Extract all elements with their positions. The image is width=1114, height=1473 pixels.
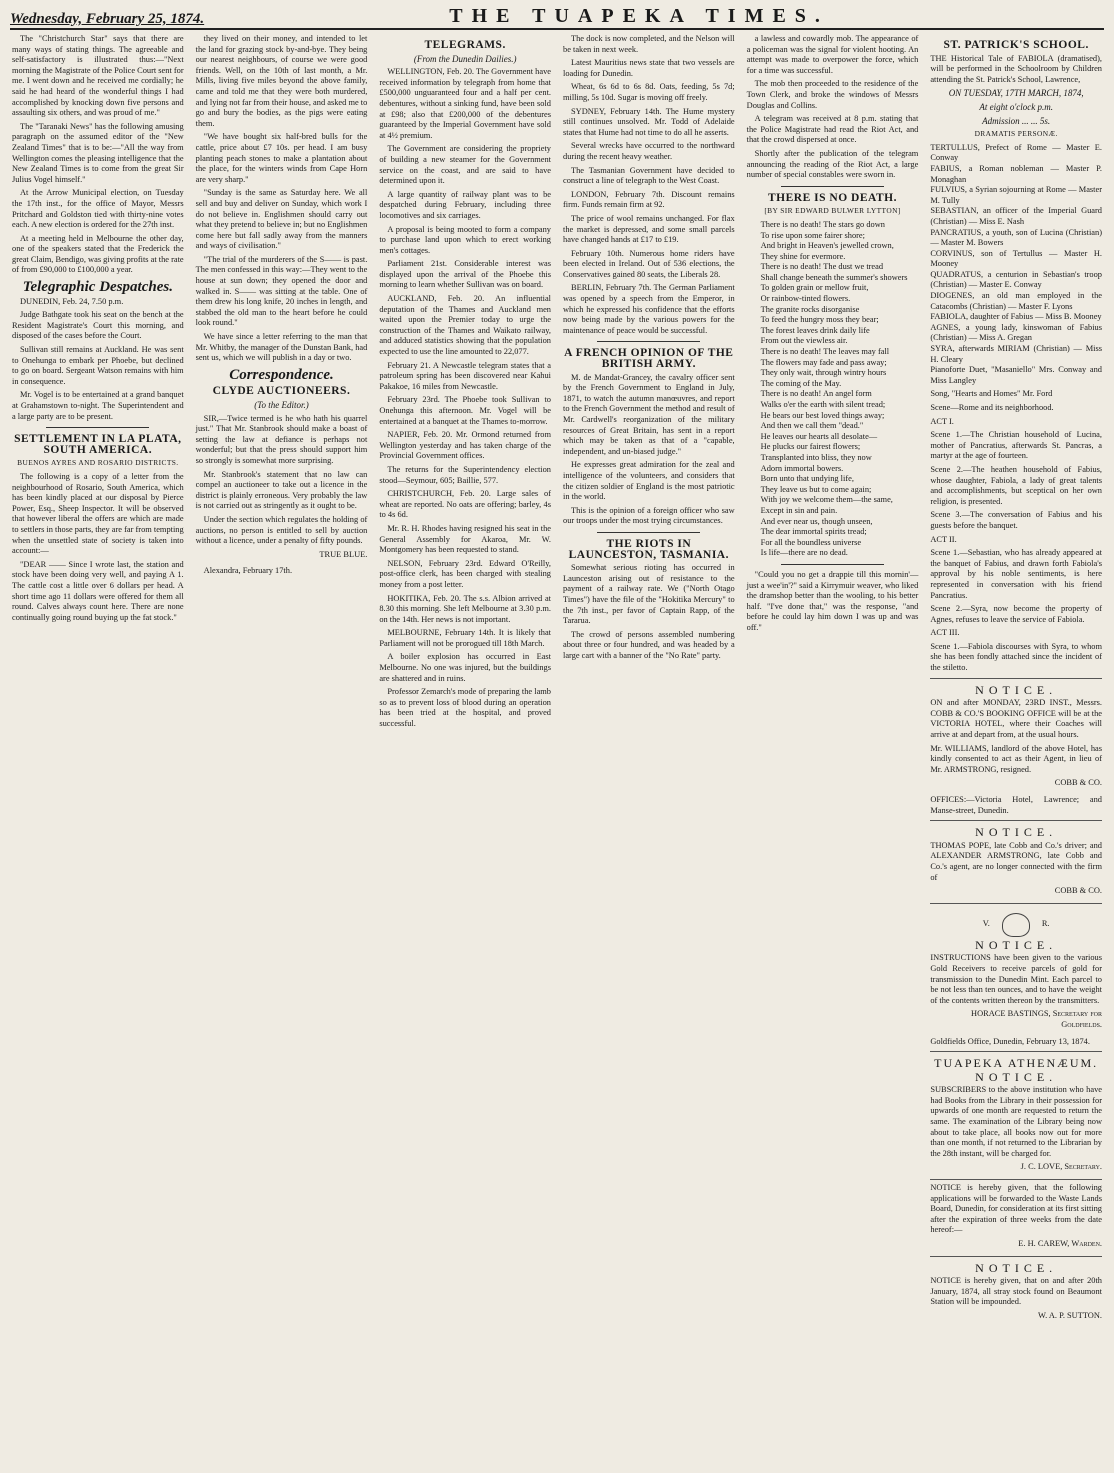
- paragraph: Mr. R. H. Rhodes having resigned his seat in the General Assembly for Akaroa, Mr. W. Montgomery has been requested to stand.: [379, 523, 551, 555]
- paragraph: DUNEDIN, Feb. 24, 7.50 p.m.: [20, 296, 124, 306]
- paragraph: WELLINGTON, Feb. 20. The Government have received information by telegraph from home that £500,000 unguaranteed four and a half per cent. debentures, without a sinking fund, have been sold at £98; also that £200,000 of the debentures guaranteed by the Imperial Government have sold at 4½ premium.: [379, 67, 551, 140]
- stray-stock-notice: [930, 1256, 1102, 1322]
- letter-paragraphs: [196, 34, 368, 364]
- paragraph: The "Christchurch Star" says that there are many ways of stating things. The agreeable and self-satisfactory is illustrated thus:—"Next morning the Magistrate of the Police Court sent for me. I went down and he received me cordially; he said he had heard of the wonderful things I had accomplished by knocking down five persons and assaulting six others, and was proud of me.": [12, 34, 184, 118]
- paragraph: Mr. Stanbrook's statement that no law can compel an auctioneer to take out a licence in the district is plainly erroneous. Very probably the law is not carried out as stringently as it ought to be.: [195, 469, 368, 511]
- paragraph: Shortly after the publication of the telegram announcing the reading of the Riot Act, a large number of special constables were sworn in.: [746, 148, 919, 180]
- correspondence-paragraphs: [196, 414, 368, 547]
- text-line: Is life—there are no dead.: [760, 548, 848, 558]
- waste-lands-notice: [930, 1179, 1102, 1250]
- text-line: To golden grain or mellow fruit,: [760, 283, 869, 293]
- column-3: [377, 34, 553, 1466]
- cobb-notice-2: [930, 820, 1102, 897]
- athenaeum-notice: [930, 1051, 1102, 1173]
- text-line: Except in sin and pain.: [760, 505, 838, 515]
- royal-arms: [930, 913, 1102, 937]
- notice-title: NOTICE.: [975, 937, 1058, 952]
- notice-signature: HORACE BASTINGS, Secretary for Goldfields.: [971, 1009, 1102, 1029]
- paragraph: Mr. Vogel is to be entertained at a grand banquet at Grahamstown to-night. The Superintendent and a large party are to be present.: [12, 390, 184, 421]
- paragraph: The following is a copy of a letter from the neighbourhood of Rosario, South America, which has been kindly placed at our disposal by Pierce Power, Esq., Sheep Inspector. It will be observed that however liberal the offers are which are made to settlers in those parts, they are far from tempting when the unsettled state of society is taken into account:—: [12, 471, 184, 556]
- notice-title: NOTICE.: [975, 825, 1058, 840]
- paragraph: NAPIER, Feb. 20. Mr. Ormond returned from Wellington yesterday and has taken charge of the Provincial Government offices.: [379, 430, 551, 461]
- riots-heading: THE RIOTS IN LAUNCESTON, TASMANIA.: [568, 537, 729, 561]
- school-heading: ST. PATRICK'S SCHOOL.: [943, 39, 1089, 51]
- notice-text: INSTRUCTIONS have been given to the various Gold Receivers to receive parcels of gold for transmission to the Dunedin Mint. Each parcel to be not less than ten ounces, and to have the weight of the contents written thereon by the transmitters.: [930, 953, 1102, 1005]
- newspaper-title: THE TUAPEKA TIMES.: [449, 5, 829, 27]
- paragraph: a lawless and cowardly mob. The appearance of a policeman was the signal for violent hooting. An attempt was made to overpower the force, which for a time was successful.: [746, 34, 919, 75]
- text-line: FULVIUS, a Syrian sojourning at Rome — Master M. Tully: [930, 185, 1102, 205]
- text-line: The forest leaves drink daily life: [760, 325, 870, 335]
- text-line: He leaves our hearts all desolate—: [760, 431, 878, 441]
- paragraph: ACT III.: [930, 628, 960, 638]
- masthead: [10, 6, 1104, 30]
- notice-offices: OFFICES:—Victoria Hotel, Lawrence; and Manse-street, Dunedin.: [930, 795, 1102, 815]
- text-line: Walks o'er the earth with silent tread;: [760, 400, 886, 409]
- paragraph: February 21. A Newcastle telegram states that a patroleum spring has been discovered near Kahui Pakakoe, 16 miles from Newcastle.: [379, 360, 551, 391]
- paragraph: Song, "Hearts and Homes" Mr. Ford: [930, 389, 1053, 399]
- paragraph: Under the section which regulates the holding of auctions, no person is entitled to sell by auction without a licence, under a penalty of fifty pounds.: [195, 514, 368, 546]
- text-line: Shall change beneath the summer's showers: [760, 272, 908, 282]
- anecdote-paragraphs: [747, 570, 919, 634]
- notice-signature: COBB & CO.: [1054, 778, 1102, 788]
- correspondence-date: Alexandra, February 17th.: [203, 566, 293, 576]
- text-line: And then we call them "dead.": [760, 421, 864, 431]
- text-line: PANCRATIUS, a youth, son of Lucina (Christian) — Master M. Bowers: [930, 227, 1102, 248]
- text-line: He plucks our fairest flowers;: [760, 442, 861, 452]
- athenaeum-title: TUAPEKA ATHENÆUM.: [934, 1056, 1099, 1071]
- text-line: Or rainbow-tinted flowers.: [760, 294, 851, 304]
- paragraph: BERLIN, February 7th. The German Parliament was opened by a speech from the Emperor, in which he expressed his confidence that the efforts now being made by the various powers for the maintenance of peace would be successful.: [563, 283, 735, 335]
- paragraph: A large quantity of railway plant was to be despatched during February, including three locomotives and six carriages.: [379, 189, 551, 220]
- vr-letter-v: V.: [982, 919, 990, 929]
- paragraph: Wheat, 6s 6d to 6s 8d. Oats, feeding, 5s 7d; milling, 5s 10d. Sugar is moving off freely.: [563, 82, 735, 102]
- text-line: To feed the hungry moss they bear;: [760, 315, 879, 325]
- text-line: There is no death! The dust we tread: [760, 262, 884, 272]
- cobb-notice-1: [930, 678, 1102, 817]
- riots-paragraphs: [563, 563, 735, 661]
- column-4: [561, 34, 737, 1466]
- news-paragraphs: [12, 34, 184, 276]
- telegram-paragraphs-cont: [563, 34, 735, 336]
- paragraph: "The trial of the murderers of the S—— is past. The men confessed in this way:—They went to the house at sun down; they opened the door and walked in. S—— was sitting at the table. One of them drew his long knife, 20 inches in length, and stabbed the old man to the heart before he could look round.": [195, 254, 368, 328]
- paragraph: Several wrecks have occurred to the northward during the recent heavy weather.: [563, 141, 735, 161]
- text-line: There is no death! The stars go down: [760, 219, 885, 229]
- issue-date: Wednesday, February 25, 1874.: [10, 11, 205, 27]
- french-opinion-paragraphs: [563, 373, 735, 527]
- text-line: They leave us but to come again;: [760, 484, 872, 494]
- column-6: [928, 34, 1104, 1466]
- paragraph: The Government are considering the propriety of building a new steamer for the Government service on the coast, and are said to have determined upon it.: [379, 144, 551, 186]
- paragraph: Scene 2.—Syra, now become the property of Agnes, refuses to leave the service of Fabiola.: [930, 604, 1102, 624]
- gold-notice: [930, 903, 1102, 1047]
- settlement-subheading: BUENOS AYRES AND ROSARIO DISTRICTS.: [17, 458, 179, 468]
- school-admission: Admission ... ... 5s.: [982, 115, 1051, 126]
- text-line: FABIOLA, daughter of Fabius — Miss B. Mooney: [930, 312, 1102, 322]
- text-line: With joy we welcome them—the same,: [760, 495, 893, 505]
- text-line: They shine for evermore.: [760, 251, 846, 261]
- text-line: FABIUS, a Roman nobleman — Master P. Monaghan: [930, 163, 1102, 184]
- notice-text: THOMAS POPE, late Cobb and Co.'s driver; and ALEXANDER ARMSTRONG, late Cobb and Co.'s agent, are no longer connected with the firm of: [930, 840, 1102, 882]
- notice-signature: E. H. CAREW, Warden.: [1018, 1239, 1102, 1248]
- divider: [781, 186, 884, 187]
- paragraph: The returns for the Superintendency election stood—Seymour, 605; Baillie, 577.: [379, 464, 551, 485]
- divider: [597, 341, 700, 342]
- text-line: They only wait, through wintry hours: [760, 368, 887, 378]
- paragraph: "DEAR —— Since I wrote last, the station and stock have been doing very well, and paying A 1. The cattle cost a little over 6 dollars per head. A short time ago 11 dollars were offered for them all round. Calves always count here. There are none continually going round buying up the fat stock.": [12, 559, 184, 622]
- paragraph: Judge Bathgate took his seat on the bench at the Resident Magistrate's Court this morning, and disposed of the cases before the Court.: [12, 310, 184, 341]
- text-line: From out the viewless air.: [760, 336, 848, 346]
- vr-letter-r: R.: [1041, 919, 1050, 929]
- notice-text: ON and after MONDAY, 23RD INST., Messrs. COBB & CO.'S BOOKING OFFICE will be at the VICTORIA HOTEL, where their Coaches will arrive at and depart from, at the usual hours.: [930, 698, 1102, 740]
- divider: [46, 427, 149, 428]
- settlement-heading: SETTLEMENT IN LA PLATA, SOUTH AMERICA.: [14, 433, 182, 456]
- paragraph: The crowd of persons assembled numbering about three or four hundred, and was headed by a large cart with a banner of the "No Rate" party.: [563, 629, 735, 660]
- paragraph: We have since a letter referring to the man that Mr. Whitby, the manager of the Dunstan Bank, had sent us, which we will publish in a day or two.: [195, 332, 368, 363]
- notice-title: NOTICE.: [975, 1260, 1058, 1275]
- notice-place: Goldfields Office, Dunedin, February 13, 1874.: [930, 1036, 1090, 1046]
- paragraph: Scene 1.—Sebastian, who has already appeared at the banquet of Fabius, and drawn forth Fabiola's approval by his noble sentiments, is here represented in conversation with his friend Pancratius.: [930, 548, 1102, 600]
- paragraph: LONDON, February 7th. Discount remains firm. Funds remain firm at 92.: [563, 189, 735, 210]
- text-line: QUADRATUS, a centurion in Sebastian's troop (Christian) — Master E. Conway: [930, 269, 1102, 290]
- column-5: [745, 34, 921, 1466]
- dramatis-personae: DRAMATIS PERSONÆ.: [974, 129, 1058, 139]
- paragraph: SIR,—Twice termed is he who hath his quarrel just." That Mr. Stanbrook should make a boast of setting the law at defiance is perhaps not wonderful; but that the press should support him so strongly is somewhat more surprising.: [195, 413, 368, 465]
- notice-signature: W. A. P. SUTTON.: [1038, 1310, 1102, 1320]
- paragraph: The mob then proceeded to the residence of the Town Clerk, and broke the windows of Messrs Douglas and Collins.: [746, 79, 919, 110]
- notice-text: NOTICE is hereby given, that the following applications will be forwarded to the Waste Lands Board, Dunedin, for consideration at its first sitting after the expiration of three weeks from the date hereof:—: [930, 1183, 1102, 1235]
- notice-text: Mr. WILLIAMS, landlord of the above Hotel, has kindly consented to act as their Agent, in lieu of Mr. ARMSTRONG, resigned.: [930, 743, 1102, 774]
- telegrams-subheading: (From the Dunedin Dailies.): [413, 53, 517, 64]
- paragraph: Scene 1.—The Christian household of Lucina, mother of Pancratius, afterwards St. Pancras, a martyr at the age of fourteen.: [930, 430, 1102, 461]
- text-line: There is no death! An angel form: [760, 389, 872, 399]
- paragraph: NELSON, February 23rd. Edward O'Reilly, post-office clerk, has been charged with stealing money from a post letter.: [379, 558, 551, 589]
- notice-title: NOTICE.: [975, 682, 1058, 697]
- column-1: [10, 34, 186, 1466]
- paragraph: A telegram was received at 8 p.m. stating that the Police Magistrate had read the Riot Act, and that the crowd dispersed at once.: [746, 114, 919, 145]
- paragraph: ACT II.: [930, 534, 957, 544]
- paragraph: Scene 3.—The conversation of Fabius and his guests before the banquet.: [930, 510, 1102, 530]
- paragraph: "We have bought six half-bred bulls for the cattle, price about £7 10s. per head. I am busy planting peach stones to make a plantation about the place, for the winters winds from Cape Horn are very sharp.": [195, 132, 368, 184]
- riots-paragraphs-cont: [747, 34, 919, 181]
- paragraph: "Sunday is the same as Saturday here. We all sell and buy and deliver on Sunday, which work I do not believe in. Englishmen should carry out what they pretend to believe in; but no Englishmen come here but fall sadly away from the manners and ways of civilisation.": [195, 188, 368, 251]
- paragraph: The dock is now completed, and the Nelson will be taken in next week.: [563, 34, 735, 54]
- notice-signature: J. C. LOVE, Secretary.: [1020, 1162, 1102, 1172]
- royal-crest-icon: [1002, 913, 1030, 937]
- correspondence-signature: TRUE BLUE.: [319, 549, 368, 559]
- paragraph: Parliament 21st. Considerable interest was displayed upon the arrival of the Phoebe this morning to learn whether Sullivan was on board.: [379, 259, 551, 290]
- text-line: Transplanted into bliss, they now: [760, 452, 872, 462]
- divider: [597, 532, 700, 533]
- paragraph: Latest Mauritius news state that two vessels are loading for Dunedin.: [563, 58, 735, 78]
- paragraph: February 23rd. The Phoebe took Sullivan to Onehunga this afternoon. Mr. Vogel will be entertained at a banquet at the Thames to-morrow.: [379, 395, 551, 426]
- paragraph: At the Arrow Municipal election, on Tuesday the 17th inst., for the office of Mayor, Messrs Pritchard and Goldston tied with thirty-nine votes each. A new election is ordered for the 27th inst.: [12, 188, 184, 230]
- text-line: The flowers may fade and pass away;: [760, 357, 887, 367]
- paragraph: M. de Mandat-Grancey, the cavalry officer sent by the French Government to England in July, 1871, to watch the autumn manœuvres, and report to the French Government the method and result of Mr. Cardwell's reorganization of the military resources of Great Britain, has sent in a report which may be taken as that of a "capable, independent, and un-biased judge.": [563, 372, 735, 456]
- paragraph: Somewhat serious rioting has occurred in Launceston arising out of resistance to the payment of a railway rate. We ("North Otago Times") have the file of the "Hokitika Mercury" to the 7th inst., per favor of Captain Rapp, of the Tararua.: [563, 563, 735, 626]
- paragraph: SYDNEY, February 14th. The Hume mystery still continues unsolved. Mr. Todd of Adelaide states that Hume had not time to do all he asserts.: [563, 106, 735, 137]
- paragraph: At a meeting held in Melbourne the other day, one of the speakers stated that the Frederick the great Claim, Bendigo, was giving profits at the rate of from £90,000 to £100,000 a year.: [12, 233, 184, 275]
- text-line: CORVINUS, son of Tertullus — Master H. Mooney: [930, 248, 1102, 269]
- poem-lines: [747, 220, 919, 559]
- notice-text: NOTICE is hereby given, that on and after 20th January, 1874, all stray stock found on Beaumont Station will be impounded.: [930, 1276, 1102, 1307]
- paragraph: they lived on their money, and intended to let the land for grazing stock by-and-bye. They being our nearest neighbours, of course we were good friends. Well, on the 10th of last month, a Mr. Mills, living five miles beyond the above family, came and told me that they were both murdered, and lying not far from their house, and asked me to go and bury the bodies, as the pigs were eating them.: [195, 34, 368, 128]
- text-line: The dear immortal spirits tread;: [760, 527, 867, 537]
- paragraph: The "Taranaki News" has the following amusing paragraph on the assumed editor of the "New Zealand Times" that is to be:—"All the way from Wellington comes the pleasing intelligence that the New Zealand Times is to come from the great Sir Julius Vogel himself.": [12, 121, 184, 184]
- notice-text: SUBSCRIBERS to the above institution who have had Books from the Library in their possession for upwards of one month are requested to return the same. The examination of the Library being now about to take place, all books now out for more than one month, if not returned to the Librarian by the 28th instant, will be charged for.: [930, 1085, 1102, 1158]
- text-line: Born unto that undying life,: [760, 474, 854, 484]
- paragraph: MELBOURNE, February 14th. It is likely that Parliament will not be prorogued till 18th March.: [379, 628, 551, 648]
- poem-author: [BY SIR EDWARD BULWER LYTTON]: [764, 206, 901, 216]
- text-line: And ever near us, though unseen,: [760, 516, 873, 526]
- telegraph-paragraphs: [12, 297, 184, 423]
- text-line: The coming of the May.: [760, 378, 842, 388]
- settlement-paragraphs: [12, 472, 184, 623]
- paragraph: The price of wool remains unchanged. For flax the market is depressed, and some small parcels have changed hands at £17 to £19.: [563, 213, 735, 245]
- paragraph: February 10th. Numerous home riders have been elected in Ireland. Out of 536 elections, the Conservatives gained 80 seats, the Liberals 28.: [563, 248, 735, 279]
- correspondence-subheading: CLYDE AUCTIONEERS.: [212, 385, 351, 398]
- paragraph: HOKITIKA, Feb. 20. The s.s. Albion arrived at 8.30 this morning. She left Melbourne at 3.30 p.m. on the 14th. Her news is not important.: [379, 593, 551, 624]
- school-intro: THE Historical Tale of FABIOLA (dramatised), will be performed in the Schoolroom by Children attending the St. Patrick's School, Lawrence,: [930, 53, 1102, 84]
- text-line: For all the boundless universe: [760, 537, 862, 547]
- correspondence-note: (To the Editor.): [254, 400, 309, 410]
- column-2: [194, 34, 370, 1466]
- text-line: DIOGENES, an old man employed in the Catacombs (Christian) — Master F. Lyons: [930, 291, 1102, 311]
- school-time: At eight o'clock p.m.: [979, 101, 1053, 112]
- notice-title: NOTICE.: [975, 1069, 1058, 1084]
- text-line: AGNES, a young lady, kinswoman of Fabius (Christian) — Miss A. Gregan: [930, 322, 1102, 343]
- text-line: And bright in Heaven's jewelled crown,: [760, 241, 894, 251]
- paragraph: Scene—Rome and its neighborhood.: [930, 403, 1054, 412]
- text-line: To rise upon some fairer shore;: [760, 230, 865, 240]
- paragraph: Scene 2.—The heathen household of Fabius, whose daughter, Fabiola, a lady of great talents and accomplishments, but sceptical on her own religion, is presented.: [930, 464, 1102, 506]
- text-line: There is no death! The leaves may fall: [760, 347, 890, 357]
- text-line: He bears our best loved things away;: [760, 410, 885, 420]
- paragraph: Sullivan still remains at Auckland. He was sent to Onehunga to embark per Phoebe, but declined to go on board. Sergeant Watson remains with him in consequence.: [12, 345, 184, 386]
- paragraph: Pianoforte Duet, "Masaniello" Mrs. Conway and Miss Langley: [930, 365, 1102, 385]
- poem-heading: THERE IS NO DEATH.: [768, 191, 897, 204]
- text-line: SYRA, afterwards MIRIAM (Christian) — Miss H. Cleary: [930, 344, 1102, 364]
- paragraph: Professor Zemarch's mode of preparing the lamb so as to prevent loss of blood during an operation has been tried at the hospital, and proved successful.: [379, 687, 551, 729]
- paragraph: Scene 1.—Fabiola discourses with Syra, to whom she has been fondly attached since the incident of the stiletto.: [930, 641, 1102, 673]
- text-line: TERTULLUS, Prefect of Rome — Master E. Conway: [930, 142, 1102, 163]
- telegraph-heading: Telegraphic Despatches.: [22, 279, 173, 296]
- paragraph: AUCKLAND, Feb. 20. An influential deputation of the Thames and Auckland men waited upon the Premier today to urge the construction of the Thames and Waikato railway, and adduced statistics showing that the population expected to use the line amounted to 22,077.: [379, 294, 551, 357]
- paragraph: This is the opinion of a foreign officer who saw our troops under the most trying circumstances.: [563, 505, 735, 526]
- text-line: The granite rocks disorganise: [760, 304, 860, 314]
- paragraph: A boiler explosion has occurred in East Melbourne. No one was injured, but the buildings are shattered and in ruins.: [379, 652, 551, 683]
- paragraph: "Could you no get a drappie till this mornin'—just a wee'in'?" said a Kirrymuir weaver, who liked the dramshop better than the wooling, to his better half. "I've done that," was the response, "and before he could lay him down I was up and was off.": [746, 569, 919, 632]
- paragraph: The Tasmanian Government have decided to construct a line of telegraph to the West Coast.: [563, 165, 735, 186]
- school-date: ON TUESDAY, 17TH MARCH, 1874,: [948, 88, 1084, 99]
- notice-signature: COBB & CO.: [1054, 886, 1102, 896]
- paragraph: He expresses great admiration for the zeal and intelligence of the volunteers, and considers that the citizen soldier of England is the most patriotic in the world.: [563, 460, 735, 502]
- telegrams-heading: TELEGRAMS.: [424, 39, 506, 51]
- text-line: Adorn immortal bowers.: [760, 463, 844, 473]
- paragraph: ACT I.: [930, 416, 954, 426]
- paragraph: CHRISTCHURCH, Feb. 20. Large sales of wheat are reported. No oats are offering; barley, 4s to 4s 6d.: [379, 489, 551, 520]
- french-opinion-heading: A FRENCH OPINION OF THE BRITISH ARMY.: [564, 347, 734, 371]
- text-line: SEBASTIAN, an officer of the Imperial Guard (Christian) — Miss E. Nash: [930, 206, 1102, 226]
- telegram-paragraphs: [379, 67, 551, 729]
- divider: [781, 564, 884, 565]
- cast-list: [930, 143, 1102, 365]
- paragraph: A proposal is being mooted to form a company to purchase land upon which to erect working men's cottages.: [379, 224, 551, 255]
- acts-list: [930, 365, 1102, 673]
- correspondence-heading: Correspondence.: [229, 366, 334, 383]
